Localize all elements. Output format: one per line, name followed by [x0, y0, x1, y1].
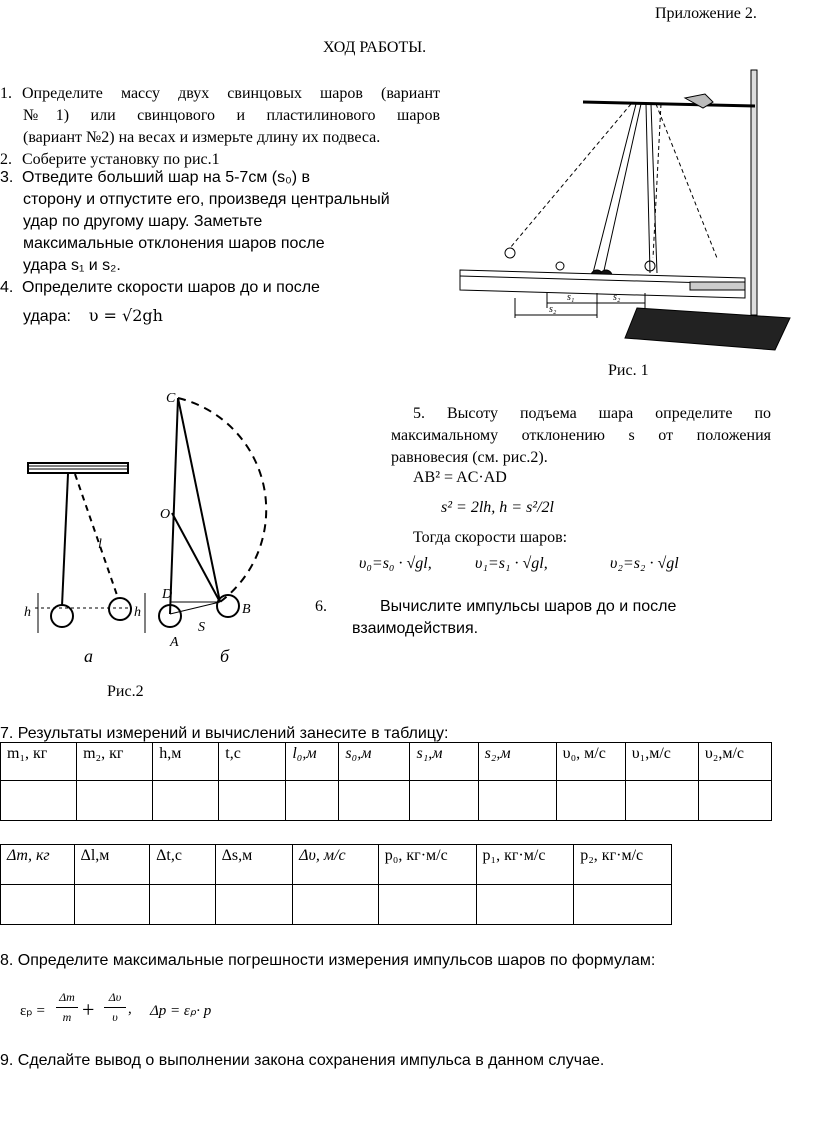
- step-3-line: 3. Отведите больший шар на 5-7см (s₀) в: [0, 169, 311, 186]
- step-5-line: Тогда скорости шаров:: [413, 529, 568, 546]
- table-cell[interactable]: [150, 885, 215, 925]
- table-header-cell: υ₂,м/с: [698, 743, 771, 781]
- step-6-number: 6.: [315, 598, 327, 615]
- table-cell[interactable]: [153, 781, 219, 821]
- step-4-line: удара: υ = √2gh: [23, 306, 163, 325]
- step-3-line: удара s₁ и s₂.: [23, 257, 121, 274]
- step-1-line: 1. Определите массу двух свинцовых шаров (вариант: [0, 85, 440, 102]
- formula-v2: υ₂=s₂ · √gl: [610, 555, 679, 572]
- step-5-block: [391, 403, 771, 469]
- point-c-label: C: [166, 391, 176, 406]
- plus-sign: +: [82, 997, 95, 1022]
- fraction-numerator-2: Δυ: [108, 990, 122, 1004]
- results-table-1: [0, 742, 772, 821]
- formula-v0: υ₀=s₀ · √gl,: [359, 555, 432, 572]
- table-cell[interactable]: [219, 781, 286, 821]
- step-1-line: №1) или свинцового и пластилинового шаров: [23, 107, 440, 124]
- table-row: [1, 781, 772, 821]
- length-l-label: l: [98, 537, 102, 552]
- point-s-label: S: [198, 620, 205, 635]
- step-8-line: 8. Определите максимальные погрешности измерения импульсов шаров по формулам:: [0, 952, 656, 969]
- page-title: ХОД РАБОТЫ.: [323, 39, 427, 56]
- step-2-line: 2. Соберите установку по рис.1: [0, 151, 220, 168]
- figure-2-diagram: [20, 388, 320, 673]
- point-o-label: O: [160, 507, 171, 522]
- formula-comma: ,: [128, 1001, 132, 1017]
- table-cell[interactable]: [215, 885, 293, 925]
- step-1-line: (вариант №2) на весах и измерьте длину их подвеса.: [23, 129, 381, 146]
- steps-list-2: [0, 167, 440, 328]
- top-bar: [583, 102, 755, 106]
- stand-base: [625, 308, 790, 350]
- table-header-cell: Δt,c: [150, 845, 215, 885]
- table-header-cell: Δl,м: [74, 845, 150, 885]
- point-a-label: A: [170, 635, 179, 650]
- table-cell[interactable]: [625, 781, 698, 821]
- step-3-line: удар по другому шару. Заметьте: [23, 213, 263, 230]
- table-header-cell: p₀, кг·м/с: [378, 845, 476, 885]
- table-header-row: [1, 743, 772, 781]
- table-header-cell: t,c: [219, 743, 286, 781]
- ball-b-deflected: [217, 595, 239, 617]
- step-6-line: Вычислите импульсы шаров до и после: [380, 598, 677, 615]
- table-cell[interactable]: [574, 885, 672, 925]
- table-cell[interactable]: [293, 885, 379, 925]
- step-6-line: взаимодействия.: [352, 620, 479, 637]
- fraction-numerator: Δm: [59, 990, 75, 1004]
- table-header-cell: Δs,м: [215, 845, 293, 885]
- step-4-line: 4. Определите скорости шаров до и после: [0, 279, 320, 296]
- table-cell[interactable]: [698, 781, 771, 821]
- step-3-line: сторону и отпустите его, произведя центральный: [23, 191, 390, 208]
- results-table-2: [0, 844, 672, 925]
- table-header-row: [1, 845, 672, 885]
- fraction-denominator: m: [62, 1010, 72, 1024]
- label-a: а: [84, 646, 93, 666]
- point-d-label: D: [162, 587, 173, 602]
- step-9-line: 9. Сделайте вывод о выполнении закона сохранения импульса в данном случае.: [0, 1052, 605, 1069]
- fig1-s1-label: s₁: [567, 292, 575, 303]
- table-header-cell: υ₀, м/с: [556, 743, 625, 781]
- epsilon-label: εₚ =: [20, 1003, 45, 1019]
- table-header-cell: Δυ, м/с: [293, 845, 379, 885]
- table-header-cell: m₁, кг: [1, 743, 77, 781]
- ball-a-deflected: [109, 598, 131, 620]
- table-cell[interactable]: [1, 781, 77, 821]
- steps-list: [0, 83, 440, 171]
- table-header-cell: m₂, кг: [77, 743, 153, 781]
- table-header-cell: Δm, кг: [1, 845, 75, 885]
- fraction-bar: [56, 1007, 78, 1008]
- table-cell[interactable]: [74, 885, 150, 925]
- table-header-cell: p₁, кг·м/с: [476, 845, 574, 885]
- appendix-label: Приложение 2.: [655, 5, 757, 22]
- step-5-line: равновесия (см. рис.2).: [391, 449, 548, 466]
- table-cell[interactable]: [410, 781, 478, 821]
- formula-ab: AB² = AC·AD: [413, 469, 507, 486]
- table-header-cell: s₀,м: [339, 743, 410, 781]
- table-cell[interactable]: [339, 781, 410, 821]
- table-cell[interactable]: [1, 885, 75, 925]
- height-h-label-2: h: [134, 605, 141, 620]
- fig1-s2-label: s₂: [613, 292, 621, 303]
- table-cell[interactable]: [478, 781, 556, 821]
- table-header-cell: p₂, кг·м/с: [574, 845, 672, 885]
- figure-1-apparatus: [455, 68, 800, 358]
- label-b: б: [220, 646, 230, 666]
- step-3-line: максимальные отклонения шаров после: [23, 235, 325, 252]
- table-header-cell: h,м: [153, 743, 219, 781]
- fraction-denominator-2: υ: [112, 1010, 118, 1024]
- table-cell[interactable]: [556, 781, 625, 821]
- fraction-bar-2: [104, 1007, 126, 1008]
- table-header-cell: l₀,м: [286, 743, 339, 781]
- table-cell[interactable]: [286, 781, 339, 821]
- figure-2-caption: Рис.2: [107, 683, 144, 700]
- velocity-formula: υ = √2gh: [88, 306, 163, 325]
- table-header-cell: s₂,м: [478, 743, 556, 781]
- step-5-line: максимальному отклонению s от положения: [391, 427, 771, 444]
- formula-v1: υ₁=s₁ · √gl,: [475, 555, 548, 572]
- fig1-s3-label: s₂: [549, 304, 557, 315]
- formula-s-squared: s² = 2lh, h = s²/2l: [441, 499, 554, 516]
- figure-1-caption: Рис. 1: [608, 362, 649, 379]
- table-cell[interactable]: [378, 885, 476, 925]
- table-cell[interactable]: [77, 781, 153, 821]
- table-header-cell: υ₁,м/с: [625, 743, 698, 781]
- step-7-line: 7. Результаты измерений и вычислений занесите в таблицу:: [0, 725, 449, 742]
- step-5-line: 5. Высоту подъема шара определите по: [413, 405, 771, 422]
- table-row: [1, 885, 672, 925]
- delta-p-formula: Δp = εₚ· p: [150, 1003, 212, 1019]
- point-b-label: B: [242, 602, 251, 617]
- table-header-cell: s₁,м: [410, 743, 478, 781]
- support-bar: [28, 463, 128, 473]
- height-h-label: h: [24, 605, 31, 620]
- table-cell[interactable]: [476, 885, 574, 925]
